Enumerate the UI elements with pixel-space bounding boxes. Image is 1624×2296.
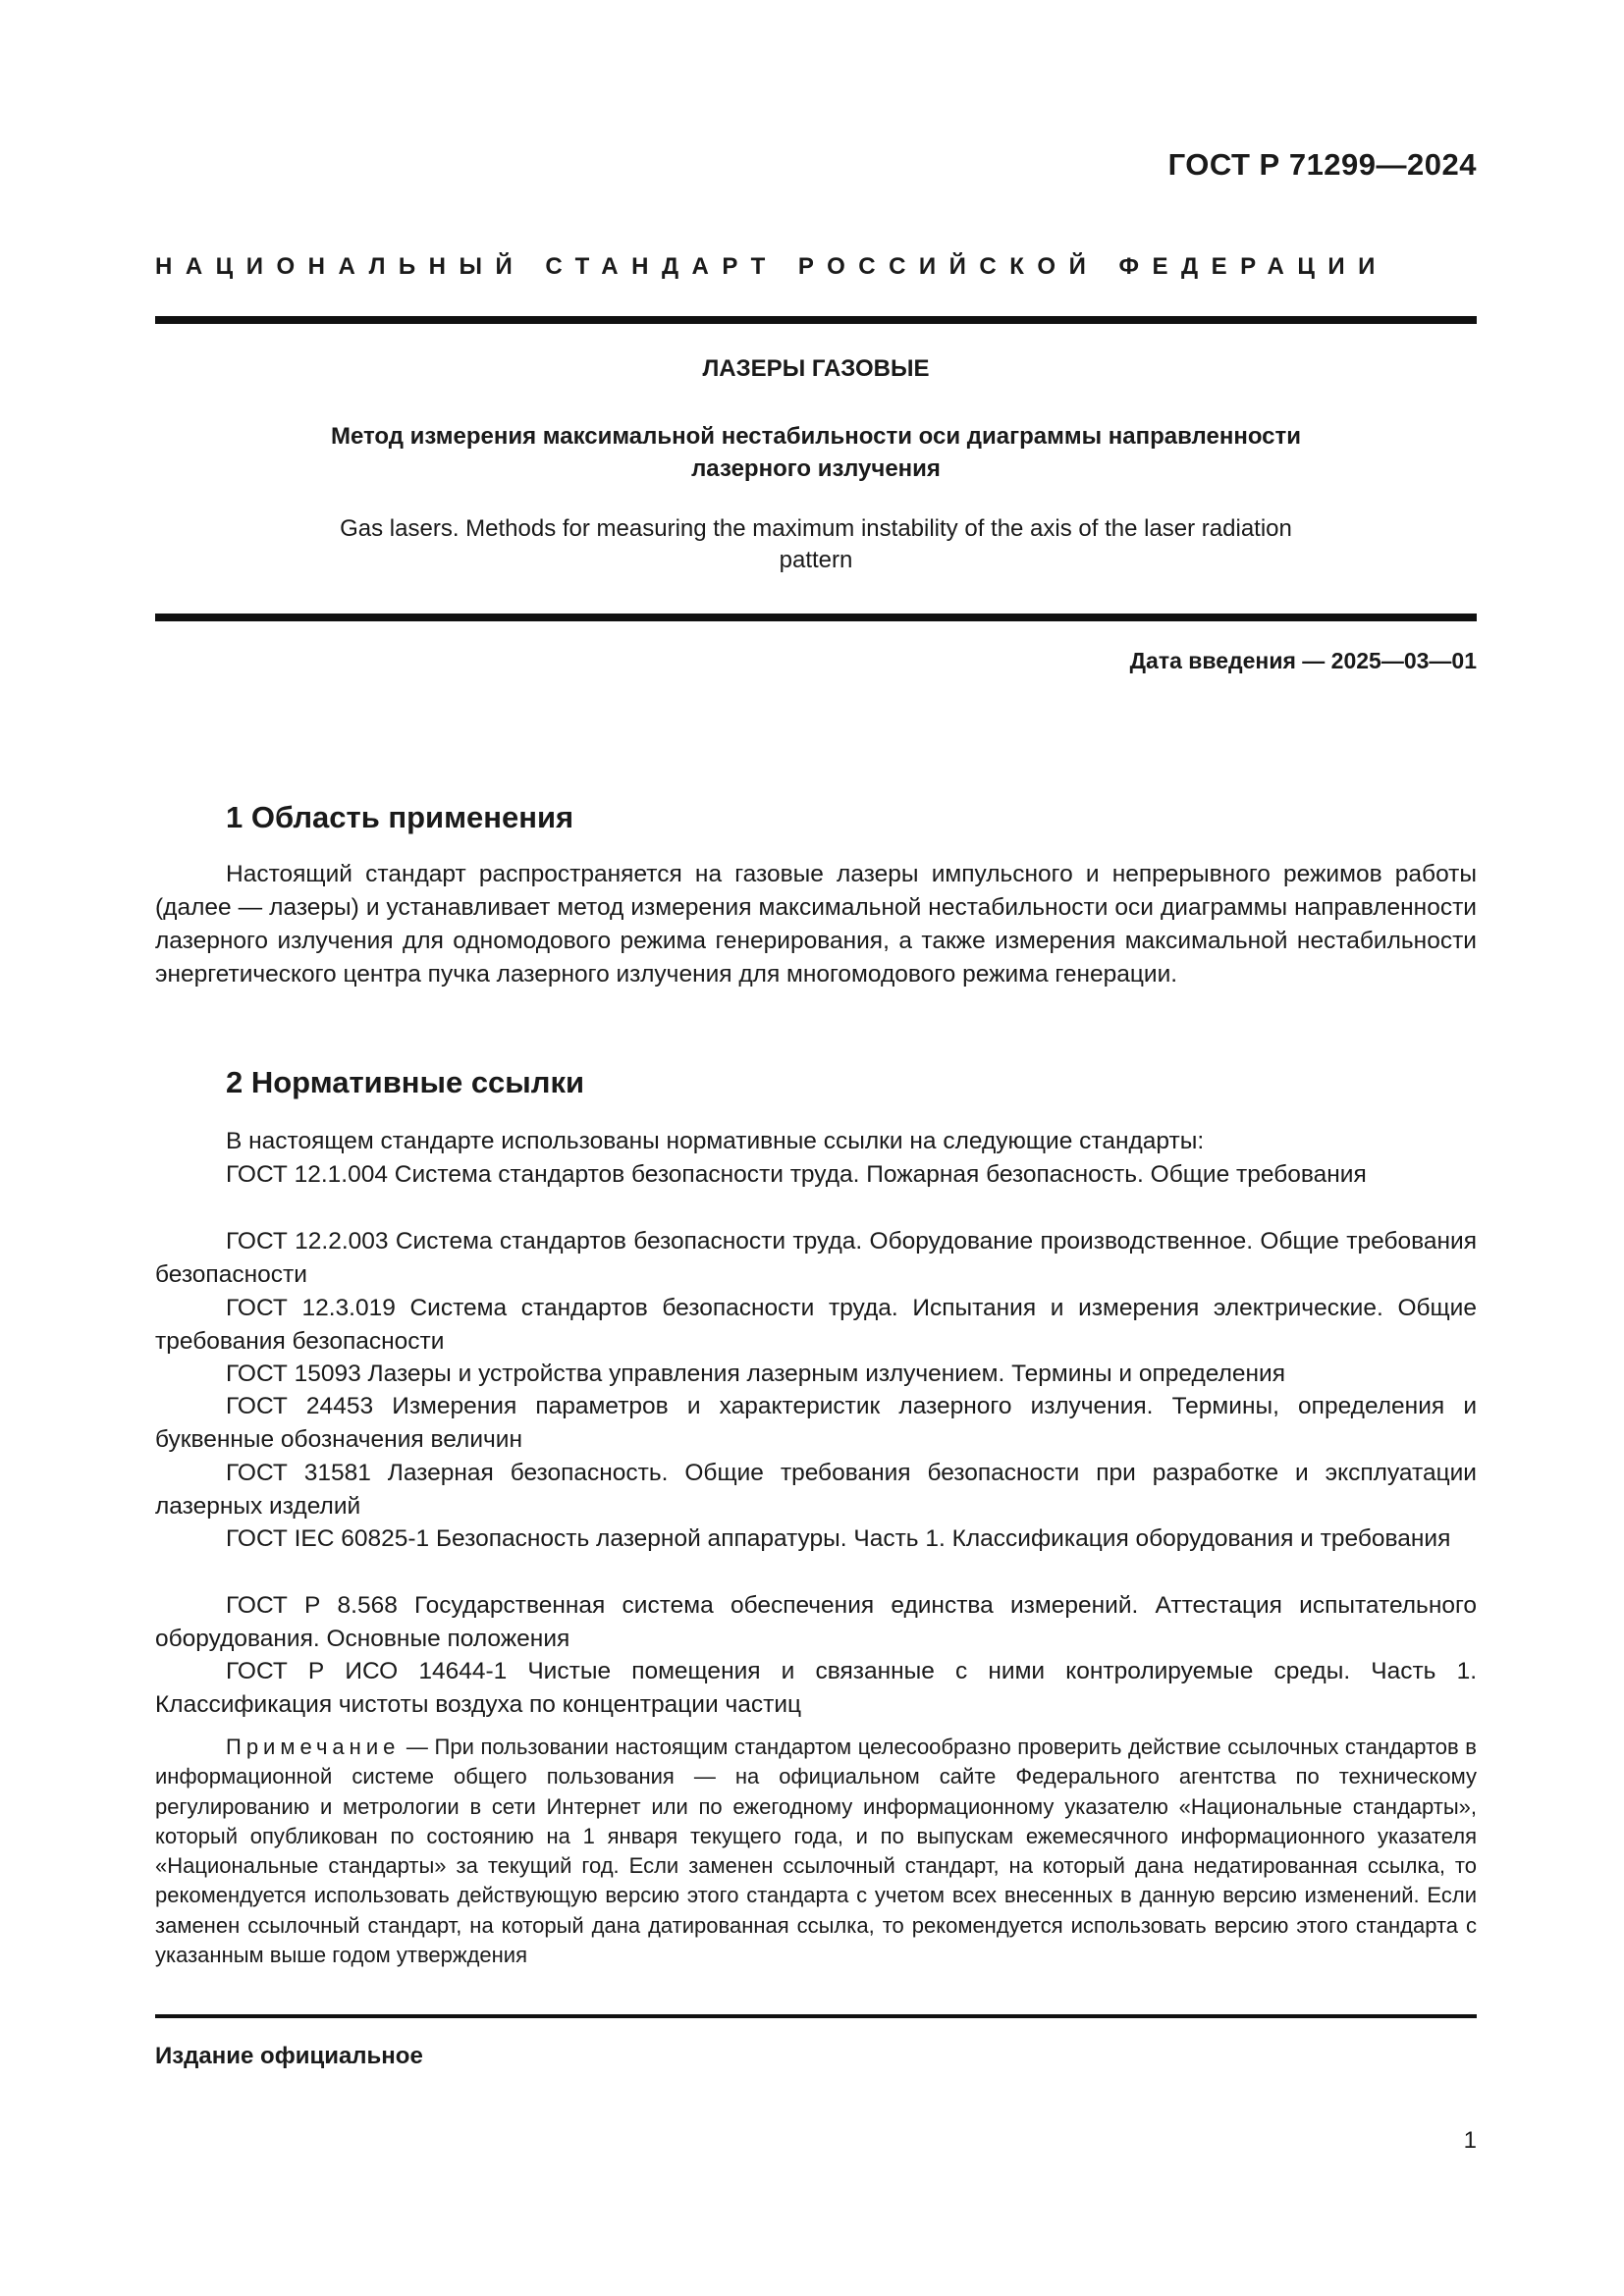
section-1-body: Настоящий стандарт распространяется на газовые лазеры импульсного и непрерывного режимов работы (далее — лазеры) и устанавливает метод измерения максимальной нестабильности оси диаграммы направленности лазерного излучения для одномодового режима генерирования, а также измерения максимальной нестабильности энергетического центра пучка лазерного излучения для многомодового режима генерации. — [155, 861, 1477, 988]
reference-item: ГОСТ Р 8.568 Государственная система обеспечения единства измерений. Аттестация испытательного оборудования. Основные положения — [155, 1592, 1477, 1652]
english-title-line-2: pattern — [779, 547, 853, 573]
page-number: 1 — [1463, 2127, 1477, 2154]
subtitle-line-1: Метод измерения максимальной нестабильности оси диаграммы направленности — [330, 423, 1302, 450]
reference-item: ГОСТ Р ИСО 14644-1 Чистые помещения и связанные с ними контролируемые среды. Часть 1. Классификация чистоты воздуха по концентрации частиц — [155, 1658, 1477, 1718]
title-rule — [155, 614, 1477, 621]
english-title — [155, 513, 1477, 576]
reference-item: ГОСТ 12.3.019 Система стандартов безопасности труда. Испытания и измерения электрические. Общие требования безопасности — [155, 1295, 1477, 1355]
subtitle-line-2: лазерного излучения — [691, 455, 941, 482]
section-2-intro — [155, 1125, 1477, 1158]
reference-item: ГОСТ 31581 Лазерная безопасность. Общие требования безопасности при разработке и эксплуатации лазерных изделий — [155, 1460, 1477, 1520]
reference-item: ГОСТ 12.2.003 Система стандартов безопасности труда. Оборудование производственное. Общие требования безопасности — [155, 1228, 1477, 1288]
document-code: ГОСТ Р 71299—2024 — [1167, 147, 1477, 182]
english-title-line-1: Gas lasers. Methods for measuring the maximum instability of the axis of the laser radiation — [340, 515, 1292, 542]
reference-note — [155, 1733, 1477, 1970]
reference-item: ГОСТ 15093 Лазеры и устройства управления лазерным излучением. Термины и определения — [226, 1361, 1285, 1387]
national-standard-banner: НАЦИОНАЛЬНЫЙ СТАНДАРТ РОССИЙСКОЙ ФЕДЕРАЦИИ — [155, 253, 1388, 280]
section-1-text — [155, 858, 1477, 991]
section-2-intro-text: В настоящем стандарте использованы нормативные ссылки на следующие стандарты: — [226, 1128, 1205, 1154]
section-2-heading: 2 Нормативные ссылки — [226, 1065, 585, 1099]
reference-item: ГОСТ IEC 60825-1 Безопасность лазерной аппаратуры. Часть 1. Классификация оборудования и требования — [226, 1525, 1451, 1552]
reference-item: ГОСТ 24453 Измерения параметров и характеристик лазерного излучения. Термины, определения и буквенные обозначения величин — [155, 1393, 1477, 1453]
reference-item: ГОСТ 12.1.004 Система стандартов безопасности труда. Пожарная безопасность. Общие требования — [226, 1161, 1367, 1188]
section-1-heading: 1 Область применения — [226, 800, 574, 834]
document-subtitle — [155, 420, 1477, 485]
note-label: Примечание — [226, 1735, 401, 1759]
document-title: ЛАЗЕРЫ ГАЗОВЫЕ — [702, 355, 930, 382]
header-rule — [155, 316, 1477, 324]
footer-rule — [155, 2014, 1477, 2018]
introduction-date: Дата введения — 2025—03—01 — [1129, 648, 1477, 673]
note-text: — При пользовании настоящим стандартом целесообразно проверить действие ссылочных стандартов в информационной системе общего пользования — на официальном сайте Федерального агентства по техническому регулированию и метрологии в сети Интернет или по ежегодному информационному указателю «Национальные стандарты», который опубликован по состоянию на 1 января текущего года, и по выпускам ежемесячного информационного указателя «Национальные стандарты» за текущий год. Если заменен ссылочный стандарт, на который дана недатированная ссылка, то рекомендуется использовать действующую версию этого стандарта с учетом всех внесенных в данную версию изменений. Если заменен ссылочный стандарт, на который дана датированная ссылка, то рекомендуется использовать версию этого стандарта с указанным выше годом утверждения — [155, 1735, 1477, 1968]
official-edition-label: Издание официальное — [155, 2043, 423, 2069]
